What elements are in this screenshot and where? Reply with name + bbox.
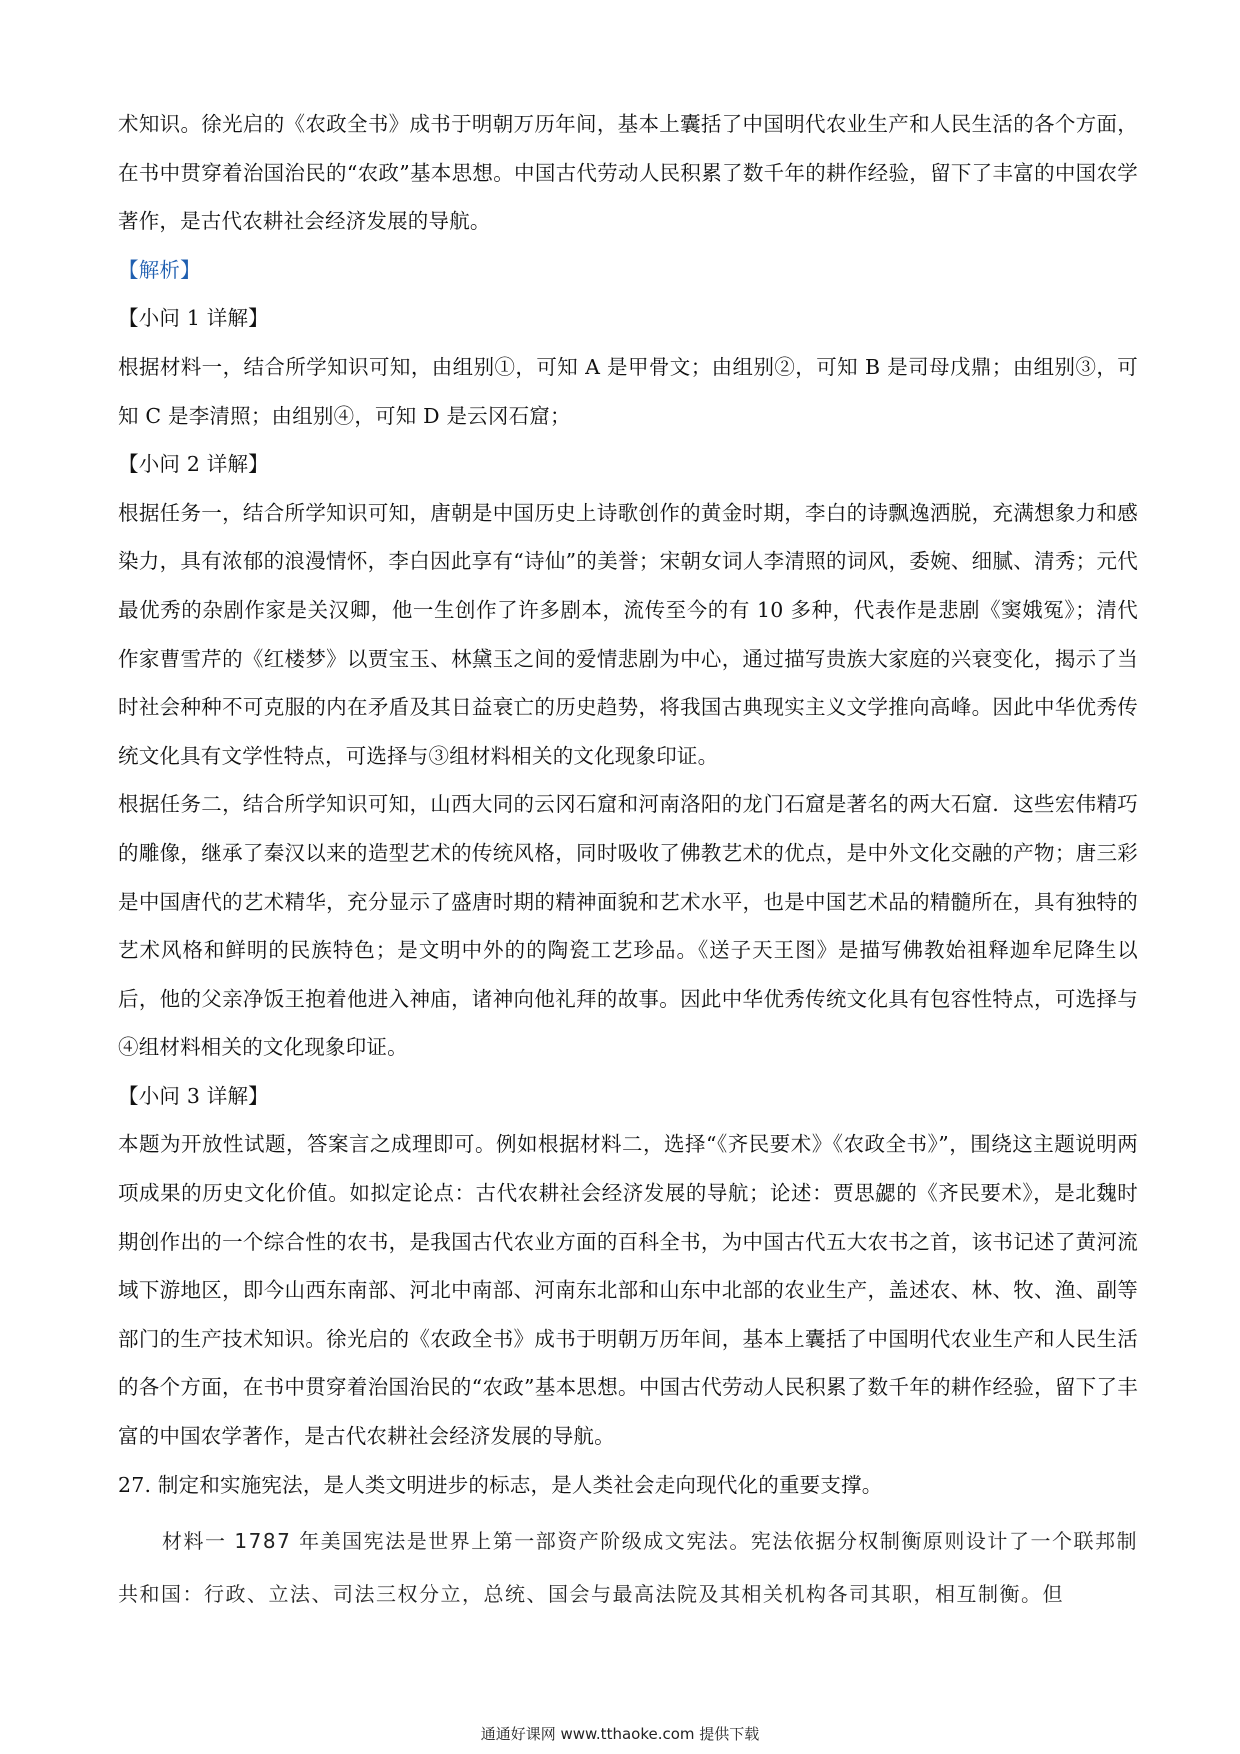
top-paragraph: 术知识。徐光启的《农政全书》成书于明朝万历年间，基本上囊括了中国明代农业生产和人民生活的各个方面，在书中贯穿着治国治民的“农政”基本思想。中国古代劳动人民积累了数千年的耕作经验，留下了丰富的中国农学著作，是古代农耕社会经济发展的导航。: [118, 112, 1138, 234]
q1-text: 根据材料一，结合所学知识可知，由组别①，可知 A 是甲骨文；由组别②，可知 B 是司母戊鼎；由组别③，可知 C 是李清照；由组别④，可知 D 是云冈石窟；: [118, 354, 1138, 428]
q2-heading: 【小问 2 详解】: [118, 452, 269, 477]
analysis-heading: 【解析】: [118, 257, 201, 282]
document-body: [118, 100, 1138, 1621]
q3-text: 本题为开放性试题，答案言之成理即可。例如根据材料二，选择“《齐民要术》《农政全书》”，围绕这主题说明两项成果的历史文化价值。如拟定论点：古代农耕社会经济发展的导航；论述：贾思勰的《齐民要术》，是北魏时期创作出的一个综合性的农书，是我国古代农业方面的百科全书，为中国古代五大农书之首，该书记述了黄河流域下游地区，即今山西东南部、河北中南部、河南东北部和山东中北部的农业生产，盖述农、林、牧、渔、副等部门的生产技术知识。徐光启的《农政全书》成书于明朝万历年间，基本上囊括了中国明代农业生产和人民生活的各个方面，在书中贯穿着治国治民的“农政”基本思想。中国古代劳动人民积累了数千年的耕作经验，留下了丰富的中国农学著作，是古代农耕社会经济发展的导航。: [118, 1132, 1138, 1449]
page-footer: 通通好课网 www.tthaoke.com 提供下载: [480, 1725, 760, 1743]
q2-text-task1: 根据任务一，结合所学知识可知，唐朝是中国历史上诗歌创作的黄金时期，李白的诗飘逸洒脱，充满想象力和感染力，具有浓郁的浪漫情怀，李白因此享有“诗仙”的美誉；宋朝女词人李清照的词风，委婉、细腻、清秀；元代最优秀的杂剧作家是关汉卿，他一生创作了许多剧本，流传至今的有 10 多种，代表作是悲剧《窦娥冤》；清代作家曹雪芹的《红楼梦》以贾宝玉、林黛玉之间的爱情悲剧为中心，通过描写贵族大家庭的兴衰变化，揭示了当时社会种种不可克服的内在矛盾及其日益衰亡的历史趋势，将我国古典现实主义文学推向高峰。因此中华优秀传统文化具有文学性特点，可选择与③组材料相关的文化现象印证。: [118, 500, 1138, 768]
q2-text-task2: 根据任务二，结合所学知识可知，山西大同的云冈石窟和河南洛阳的龙门石窟是著名的两大石窟．这些宏伟精巧的雕像，继承了秦汉以来的造型艺术的传统风格，同时吸收了佛教艺术的优点，是中外文化交融的产物；唐三彩是中国唐代的艺术精华，充分显示了盛唐时期的精神面貌和艺术水平，也是中国艺术品的精髓所在，具有独特的艺术风格和鲜明的民族特色；是文明中外的的陶瓷工艺珍品。《送子天王图》是描写佛教始祖释迦牟尼降生以后，他的父亲净饭王抱着他进入神庙，诸神向他礼拜的故事。因此中华优秀传统文化具有包容性特点，可选择与④组材料相关的文化现象印证。: [118, 792, 1138, 1060]
q1-heading: 【小问 1 详解】: [118, 306, 269, 331]
question-27-stem: 27. 制定和实施宪法，是人类文明进步的标志，是人类社会走向现代化的重要支撑。: [118, 1472, 883, 1497]
q3-heading: 【小问 3 详解】: [118, 1083, 269, 1108]
question-27-material-1: 材料一 1787 年美国宪法是世界上第一部资产阶级成文宪法。宪法依据分权制衡原则设计了一个联邦制共和国：行政、立法、司法三权分立，总统、国会与最高法院及其相关机构各司其职，相互制衡。但: [118, 1529, 1138, 1607]
